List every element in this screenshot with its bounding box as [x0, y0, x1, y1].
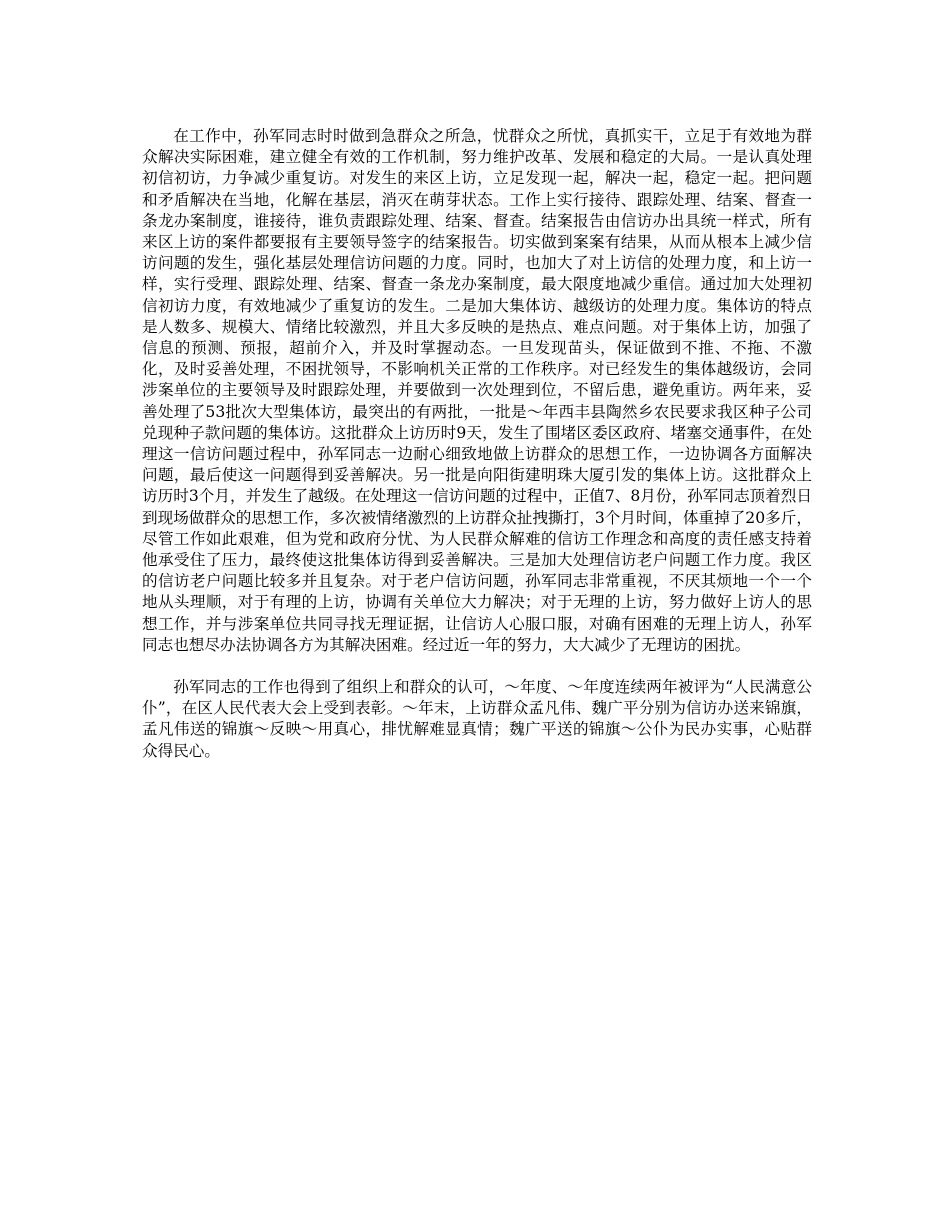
body-paragraph-2: 孙军同志的工作也得到了组织上和群众的认可，～年度、～年度连续两年被评为“人民满意公仆”，在区人民代表大会上受到表彰。～年末，上访群众孟凡伟、魏广平分别为信访办送来锦旗，孟凡伟送的锦旗～反映～用真心，排忧解难显真情；魏广平送的锦旗～公仆为民办实事，心贴群众得民心。	[142, 678, 812, 760]
body-paragraph-1: 在工作中，孙军同志时时做到急群众之所急，忧群众之所忧，真抓实干，立足于有效地为群众解决实际困难，建立健全有效的工作机制，努力维护改革、发展和稳定的大局。一是认真处理初信初访，力争减少重复访。对发生的来区上访，立足发现一起，解决一起，稳定一起。把问题和矛盾解决在当地，化解在基层，消灭在萌芽状态。工作上实行接待、跟踪处理、结案、督查一条龙办案制度，谁接待，谁负责跟踪处理、结案、督查。结案报告由信访办出具统一样式，所有来区上访的案件都要报有主要领导签字的结案报告。切实做到案案有结果，从而从根本上减少信访问题的发生，强化基层处理信访问题的力度。同时，也加大了对上访信的处理力度，和上访一样，实行受理、跟踪处理、结案、督查一条龙办案制度，最大限度地减少重信。通过加大处理初信初访力度，有效地减少了重复访的发生。二是加大集体访、越级访的处理力度。集体访的特点是人数多、规模大、情绪比较激烈，并且大多反映的是热点、难点问题。对于集体上访，加强了信息的预测、预报，超前介入，并及时掌握动态。一旦发现苗头，保证做到不推、不拖、不激化，及时妥善处理，不困扰领导，不影响机关正常的工作秩序。对已经发生的集体越级访，会同涉案单位的主要领导及时跟踪处理，并要做到一次处理到位，不留后患，避免重访。两年来，妥善处理了53批次大型集体访，最突出的有两批，一批是～年西丰县陶然乡农民要求我区种子公司兑现种子款问题的集体访。这批群众上访历时9天，发生了围堵区委区政府、堵塞交通事件，在处理这一信访问题过程中，孙军同志一边耐心细致地做上访群众的思想工作，一边协调各方面解决问题，最后使这一问题得到妥善解决。另一批是向阳街建明珠大厦引发的集体上访。这批群众上访历时3个月，并发生了越级。在处理这一信访问题的过程中，正值7、8月份，孙军同志顶着烈日到现场做群众的思想工作，多次被情绪激烈的上访群众扯拽撕打，3个月时间，体重掉了20多斤，尽管工作如此艰难，但为党和政府分忧、为人民群众解难的信访工作理念和高度的责任感支持着他承受住了压力，最终使这批集体访得到妥善解决。三是加大处理信访老户问题工作力度。我区的信访老户问题比较多并且复杂。对于老户信访问题，孙军同志非常重视，不厌其烦地一个一个地从头理顺，对于有理的上访，协调有关单位大力解决；对于无理的上访，努力做好上访人的思想工作，并与涉案单位共同寻找无理证据，让信访人心服口服，对确有困难的无理上访人，孙军同志也想尽办法协调各方为其解决困难。经过近一年的努力，大大减少了无理访的困扰。	[142, 127, 812, 654]
document-body	[142, 126, 812, 762]
